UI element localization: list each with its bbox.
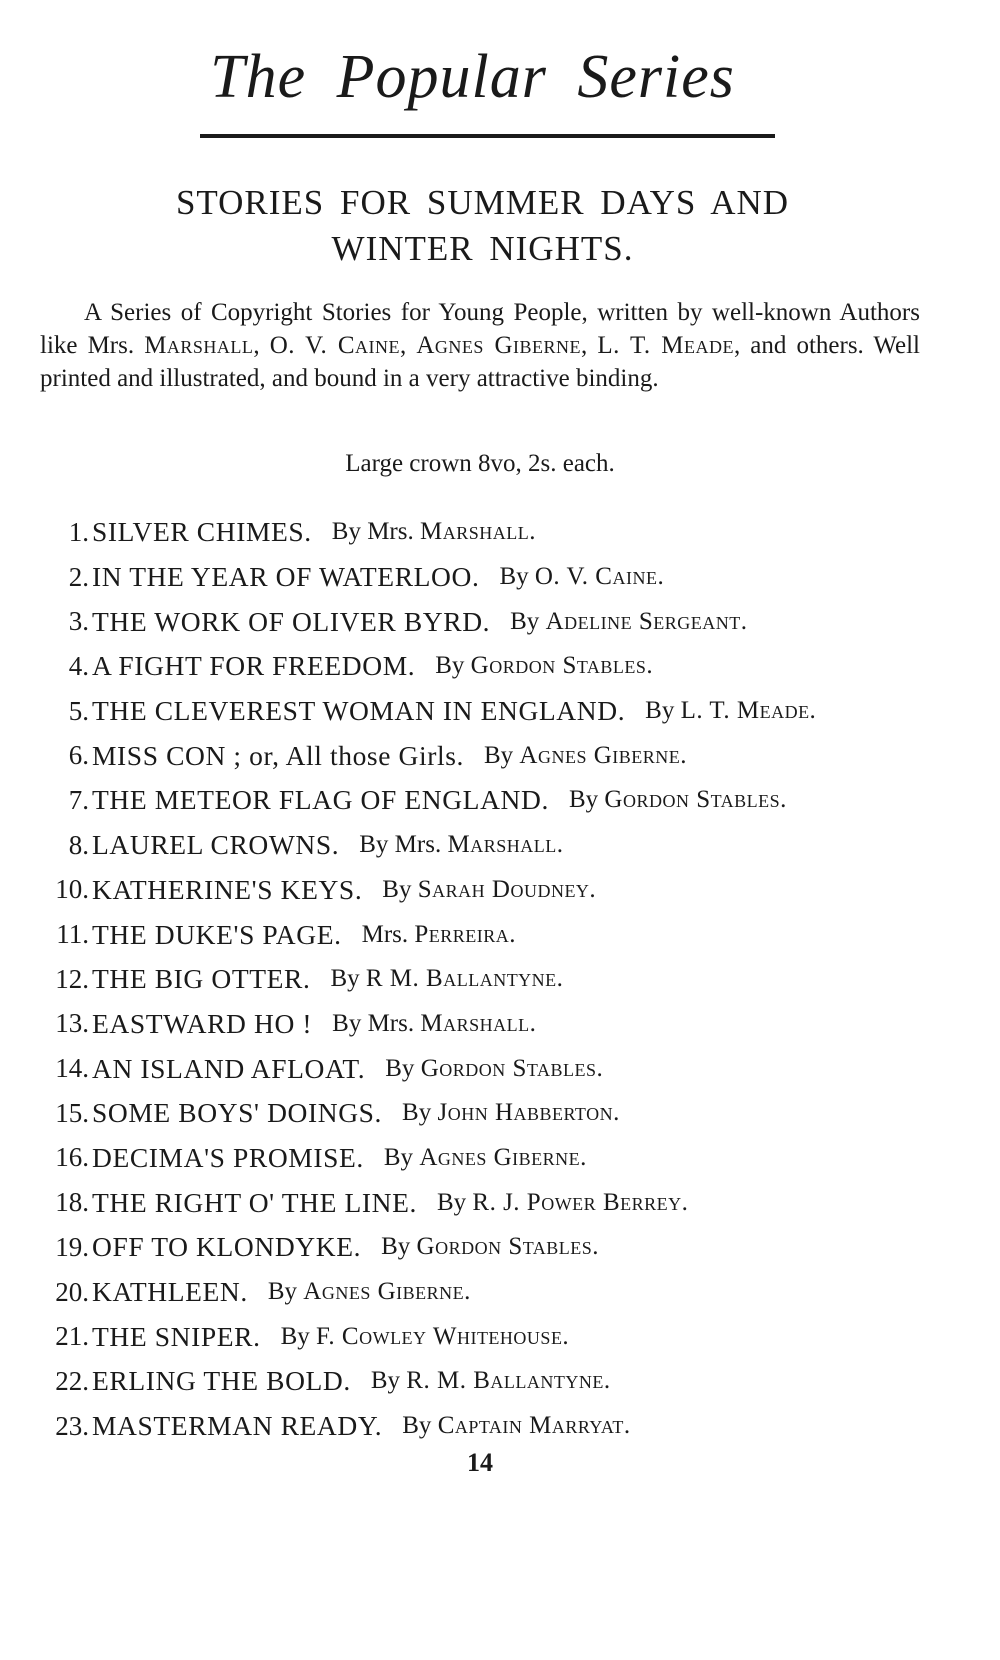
book-title: SOME BOYS' DOINGS. — [92, 1097, 383, 1129]
book-number: 22. — [55, 1365, 89, 1396]
book-entry — [40, 957, 940, 1002]
book-by-prefix: By — [436, 1188, 467, 1216]
book-author-credit — [330, 965, 563, 993]
book-by-prefix: By Mrs. — [359, 831, 442, 859]
book-title: SILVER CHIMES. — [92, 516, 312, 548]
book-author-name: Gordon Stables. — [470, 652, 654, 680]
book-author-credit — [359, 831, 563, 859]
book-entry — [40, 510, 940, 555]
book-title: ERLING THE BOLD. — [92, 1365, 351, 1397]
book-author-name: F. Cowley Whitehouse. — [316, 1322, 570, 1350]
book-entry — [40, 1180, 940, 1225]
book-author-name: Marshall. — [420, 518, 536, 546]
intro-author-1: Marshall — [144, 332, 254, 359]
book-number: 15. — [55, 1097, 89, 1128]
book-author-name: Agnes Giberne. — [519, 741, 688, 769]
book-author-name: Gordon Stables. — [420, 1054, 604, 1082]
book-entry — [40, 1404, 940, 1449]
book-author-name: Sarah Doudney. — [417, 875, 597, 903]
book-by-prefix: By Mrs. — [332, 1009, 415, 1037]
book-by-prefix: By — [645, 697, 675, 725]
book-number: 1. — [68, 516, 89, 547]
book-number: 2. — [68, 561, 89, 592]
book-entry — [40, 1091, 940, 1136]
book-author-credit — [435, 652, 653, 680]
book-author-credit — [437, 1189, 688, 1217]
book-author-credit — [268, 1278, 471, 1306]
subtitle-line-2: WINTER NIGHTS. — [331, 229, 634, 268]
book-author-name: Marshall. — [447, 831, 564, 859]
book-author-name: Captain Marryat. — [437, 1412, 631, 1440]
book-author-credit — [569, 786, 787, 814]
page-title: The Popular Series — [210, 43, 735, 111]
book-number: 7. — [68, 784, 89, 815]
book-entry — [40, 868, 940, 913]
book-number: 8. — [68, 829, 89, 860]
intro-separator-3: , — [581, 332, 598, 359]
book-author-name: O. V. Caine. — [534, 563, 665, 591]
book-by-prefix: By — [382, 875, 412, 903]
intro-author-2: O. V. Caine — [269, 332, 400, 359]
book-entry — [40, 599, 940, 644]
book-author-credit — [484, 742, 687, 770]
book-by-prefix: By — [280, 1322, 310, 1350]
book-by-prefix: By — [267, 1278, 298, 1306]
book-number: 5. — [68, 695, 89, 726]
book-author-name: R. J. Power Berrey. — [472, 1188, 689, 1216]
book-author-name: R M. Ballantyne. — [365, 965, 564, 993]
book-by-prefix: By — [568, 786, 599, 814]
book-author-credit — [510, 608, 747, 636]
book-title: THE DUKE'S PAGE. — [92, 918, 342, 950]
book-title: AN ISLAND AFLOAT. — [92, 1052, 366, 1084]
book-number: 12. — [55, 963, 89, 994]
book-author-credit — [332, 518, 536, 546]
subtitle-line-1: STORIES FOR SUMMER DAYS AND — [175, 183, 790, 222]
book-by-prefix: By — [383, 1143, 414, 1171]
book-number: 18. — [55, 1187, 89, 1218]
book-entry — [40, 1046, 940, 1091]
book-author-credit — [645, 697, 816, 725]
book-entry — [40, 912, 940, 957]
book-number: 3. — [68, 606, 89, 637]
book-entry — [40, 1002, 940, 1047]
book-number: 19. — [55, 1231, 89, 1262]
intro-text-1: A Series of Copyright Stories for Young People, written by well-known Authors like Mrs. — [40, 299, 920, 359]
book-title: DECIMA'S PROMISE. — [92, 1141, 364, 1173]
intro-text-2: , and others. Well printed and illustrated, and bound in a very attractive binding. — [40, 332, 921, 392]
book-author-credit — [385, 1055, 603, 1083]
intro-author-3: Agnes Giberne — [416, 332, 582, 359]
book-number: 20. — [55, 1276, 89, 1307]
book-title: MISS CON ; or, All those Girls. — [92, 739, 464, 771]
book-title: LAUREL CROWNS. — [92, 829, 340, 861]
book-author-name: Perreira. — [414, 920, 517, 948]
book-number: 11. — [56, 919, 89, 950]
book-number: 6. — [68, 740, 89, 771]
book-title: MASTERMAN READY. — [92, 1410, 383, 1442]
book-title: THE METEOR FLAG OF ENGLAND. — [92, 784, 549, 816]
book-entry — [40, 555, 940, 600]
series-subtitle — [40, 180, 925, 272]
book-by-prefix: By — [499, 563, 529, 591]
book-number: 16. — [55, 1142, 89, 1173]
intro-separator-1: , — [253, 332, 270, 359]
book-author-name: Gordon Stables. — [604, 786, 787, 814]
book-entry — [40, 689, 940, 734]
book-number: 4. — [68, 650, 89, 681]
book-by-prefix: By — [385, 1054, 415, 1082]
book-title: THE RIGHT O' THE LINE. — [92, 1186, 417, 1218]
series-description — [40, 296, 920, 395]
book-author-name: Gordon Stables. — [416, 1233, 600, 1261]
book-author-name: Adeline Sergeant. — [545, 607, 748, 635]
book-author-credit — [332, 1010, 536, 1038]
book-number: 14. — [55, 1053, 89, 1084]
book-by-prefix: By Mrs. — [331, 518, 414, 546]
book-title: THE SNIPER. — [92, 1320, 261, 1352]
book-author-name: L. T. Meade. — [680, 697, 817, 725]
book-entry — [40, 1314, 940, 1359]
book-title: THE BIG OTTER. — [92, 963, 311, 995]
book-author-credit — [371, 1367, 611, 1395]
book-author-name: Agnes Giberne. — [419, 1143, 587, 1171]
book-by-prefix: By — [402, 1412, 432, 1440]
book-list — [40, 510, 940, 1448]
book-entry — [40, 1359, 940, 1404]
book-author-credit — [281, 1323, 570, 1351]
book-author-credit — [499, 563, 664, 591]
book-entry — [40, 823, 940, 868]
book-author-credit — [362, 921, 516, 949]
intro-author-4: L. T. Meade — [597, 332, 734, 359]
book-author-credit — [384, 1144, 587, 1172]
book-author-credit — [402, 1412, 630, 1440]
book-author-name: R. M. Ballantyne. — [406, 1367, 611, 1395]
book-author-name: Agnes Giberne. — [303, 1278, 471, 1306]
book-author-credit — [402, 1099, 620, 1127]
book-entry — [40, 733, 940, 778]
book-number: 21. — [55, 1321, 89, 1352]
book-by-prefix: Mrs. — [361, 920, 409, 948]
book-number: 13. — [55, 1008, 89, 1039]
book-entry — [40, 1136, 940, 1181]
book-number: 23. — [55, 1410, 89, 1441]
price-line: Large crown 8vo, 2s. each. — [345, 450, 615, 477]
book-entry — [40, 644, 940, 689]
book-title: OFF TO KLONDYKE. — [92, 1231, 362, 1263]
book-entry — [40, 778, 940, 823]
book-author-name: John Habberton. — [437, 1099, 620, 1127]
page-number: 14 — [467, 1448, 493, 1477]
book-title: IN THE YEAR OF WATERLOO. — [92, 561, 480, 593]
book-entry — [40, 1225, 940, 1270]
title-underline — [200, 134, 775, 138]
book-by-prefix: By — [330, 965, 360, 993]
book-author-credit — [382, 876, 596, 904]
book-by-prefix: By — [510, 607, 540, 635]
book-by-prefix: By — [435, 652, 465, 680]
intro-separator-2: , — [400, 332, 417, 359]
book-title: THE CLEVEREST WOMAN IN ENGLAND. — [92, 695, 626, 727]
book-by-prefix: By — [370, 1367, 401, 1395]
book-author-name: Marshall. — [420, 1009, 537, 1037]
book-number: 10. — [55, 874, 89, 905]
book-title: THE WORK OF OLIVER BYRD. — [92, 605, 491, 637]
book-by-prefix: By — [402, 1099, 432, 1127]
book-title: EASTWARD HO ! — [92, 1007, 313, 1039]
book-by-prefix: By — [483, 741, 514, 769]
book-entry — [40, 1270, 940, 1315]
book-title: A FIGHT FOR FREEDOM. — [92, 650, 416, 682]
book-title: KATHLEEN. — [92, 1276, 248, 1308]
book-by-prefix: By — [381, 1233, 411, 1261]
book-author-credit — [381, 1233, 599, 1261]
book-title: KATHERINE'S KEYS. — [92, 873, 363, 905]
